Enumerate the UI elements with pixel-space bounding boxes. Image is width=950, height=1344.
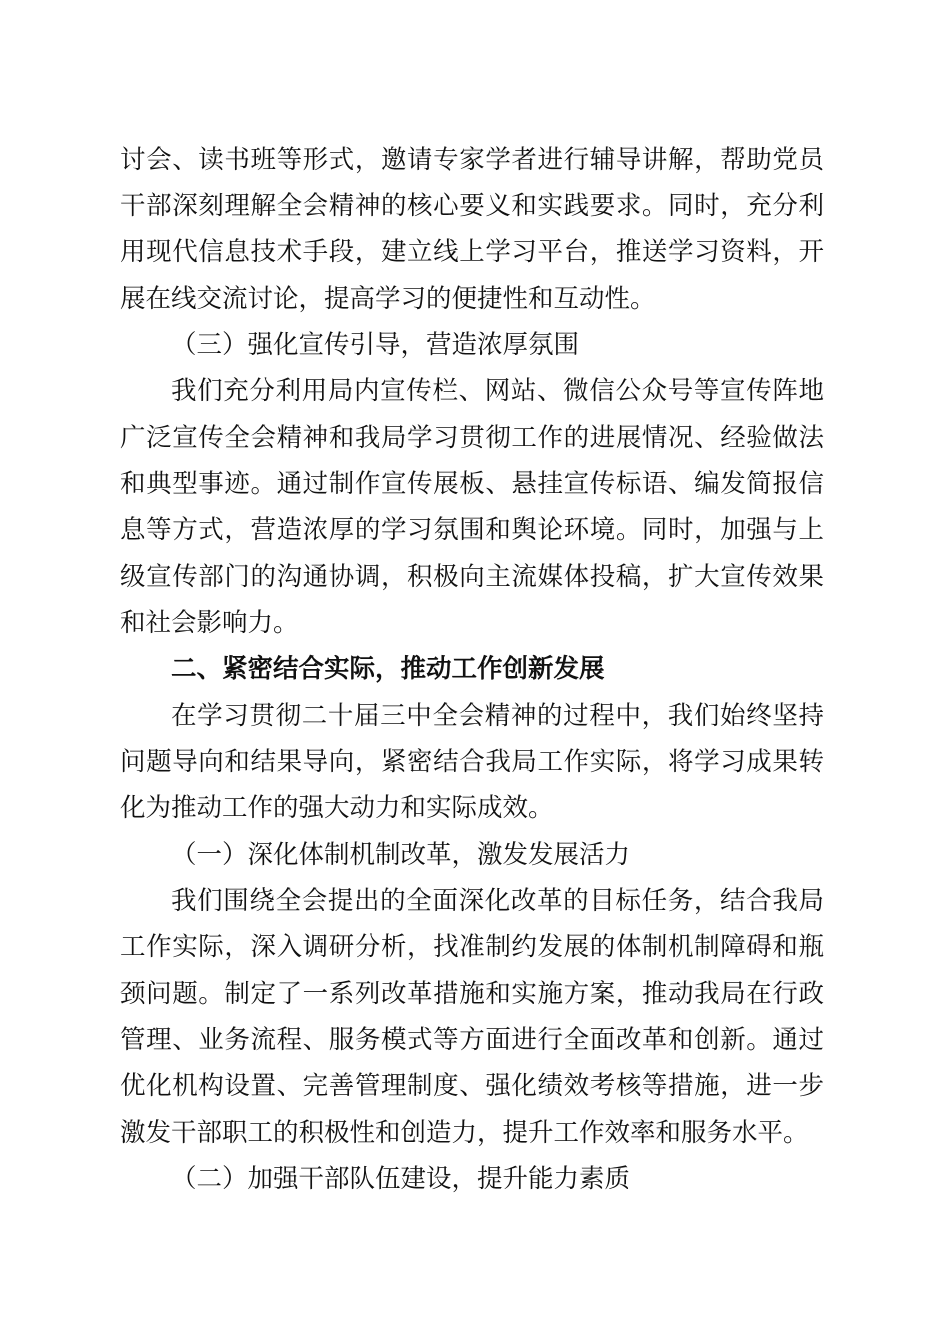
body-text-line: 广泛宣传全会精神和我局学习贯彻工作的进展情况、经验做法	[120, 423, 824, 453]
body-text-line: 用现代信息技术手段，建立线上学习平台，推送学习资料，开	[120, 237, 824, 267]
body-text-line: 颈问题。制定了一系列改革措施和实施方案，推动我局在行政	[120, 979, 824, 1009]
body-text-line: 干部深刻理解全会精神的核心要义和实践要求。同时，充分利	[120, 191, 824, 221]
body-text-line: 和典型事迹。通过制作宣传展板、悬挂宣传标语、编发简报信	[120, 469, 824, 499]
body-text-line: 问题导向和结果导向，紧密结合我局工作实际，将学习成果转	[120, 747, 824, 777]
body-text-line: 工作实际，深入调研分析，找准制约发展的体制机制障碍和瓶	[120, 932, 824, 962]
section-heading-2: 二、紧密结合实际，推动工作创新发展	[171, 654, 605, 684]
body-text-line: 管理、业务流程、服务模式等方面进行全面改革和创新。通过	[120, 1025, 824, 1055]
body-text-line: 化为推动工作的强大动力和实际成效。	[120, 793, 554, 823]
paragraph-start-line: 我们围绕全会提出的全面深化改革的目标任务，结合我局	[171, 886, 824, 916]
paragraph-start-line: 我们充分利用局内宣传栏、网站、微信公众号等宣传阵地	[171, 376, 824, 406]
body-text-line: 讨会、读书班等形式，邀请专家学者进行辅导讲解，帮助党员	[120, 145, 824, 175]
body-text-line: 和社会影响力。	[120, 608, 299, 638]
subheading-1: （一）深化体制机制改革，激发发展活力	[171, 840, 631, 870]
subheading-2: （二）加强干部队伍建设，提升能力素质	[171, 1164, 631, 1194]
paragraph-start-line: 在学习贯彻二十届三中全会精神的过程中，我们始终坚持	[171, 701, 824, 731]
body-text-line: 级宣传部门的沟通协调，积极向主流媒体投稿，扩大宣传效果	[120, 562, 824, 592]
body-text-line: 息等方式，营造浓厚的学习氛围和舆论环境。同时，加强与上	[120, 515, 824, 545]
subheading-3: （三）强化宣传引导，营造浓厚氛围	[171, 330, 580, 360]
body-text-line: 激发干部职工的积极性和创造力，提升工作效率和服务水平。	[120, 1118, 809, 1148]
body-text-line: 展在线交流讨论，提高学习的便捷性和互动性。	[120, 284, 656, 314]
body-text-line: 优化机构设置、完善管理制度、强化绩效考核等措施，进一步	[120, 1071, 824, 1101]
